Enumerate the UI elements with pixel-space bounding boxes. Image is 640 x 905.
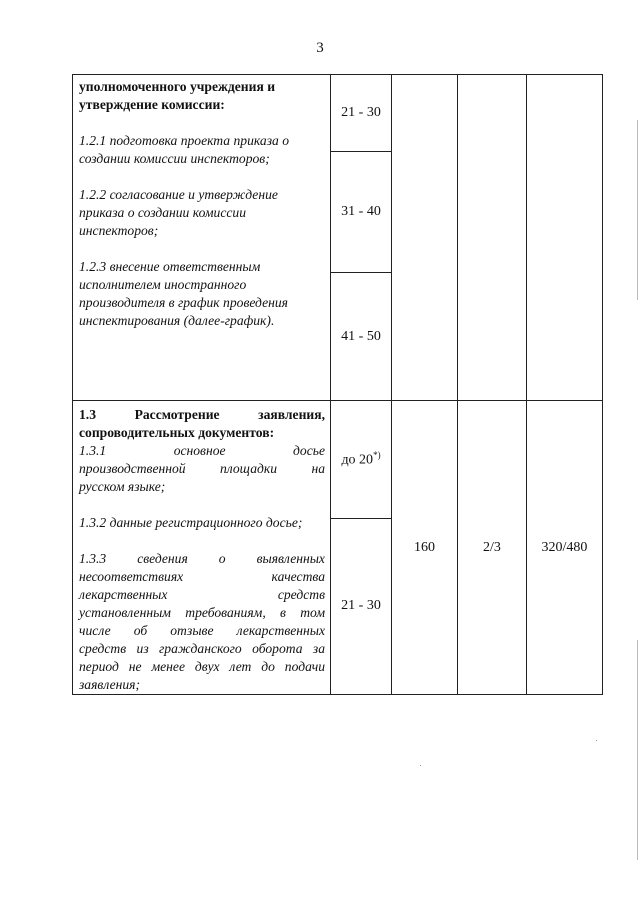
word: на [311,461,325,476]
total-cell: 320/480 [527,401,603,695]
section-1-3-heading-word: Рассмотрение [134,407,220,422]
section-1-3-number: 1.3 [79,407,96,422]
section-1-3-heading-line: сопроводительных документов: [79,425,275,440]
scan-edge-line [637,120,638,300]
term-value: до 20 [341,452,374,468]
empty-cell [392,75,458,401]
item-1-3-3-line: числе об отзыве лекарственных [79,623,325,638]
term-cell: 21 - 30 [331,518,392,694]
section-1-3-heading-word: заявления, [258,407,325,422]
section-1-2-heading-line: уполномоченного учреждения и [79,79,276,94]
section-1-2-description [73,75,331,401]
footnote-mark: *) [373,449,381,460]
term-cell: 31 - 40 [331,152,392,273]
item-1-2-3-line: исполнителем иностранного [79,277,247,292]
item-1-3-3-line: заявления; [79,677,141,692]
item-1-2-1-line: 1.2.1 подготовка проекта приказа о [79,133,289,148]
table-row [73,401,603,519]
item-1-3-3-line: установленным требованиям, в том [79,605,325,620]
word: площадки [219,461,278,476]
section-1-2-heading-line: утверждение комиссии: [79,97,225,112]
word: производственной [79,461,186,476]
item-1-2-2-line: приказа о создании комиссии [79,205,247,220]
item-1-3-1-line [79,460,325,478]
item-1-3-3-line [79,550,325,568]
section-1-3-description [73,401,331,695]
item-1-3-3-line: лекарственных средств [79,587,325,602]
item-1-3-2-line: 1.3.2 данные регистрационного досье; [79,515,303,530]
term-cell [331,401,392,519]
word: основное [173,443,226,458]
item-1-2-2-line: инспекторов; [79,223,159,238]
word: 1.3.1 [79,443,107,458]
table-row [73,75,603,152]
word: сведения [137,551,188,566]
empty-cell [527,75,603,401]
item-1-2-3-line: 1.2.3 внесение ответственным [79,259,261,274]
item-1-2-3-line: производителя в график проведения [79,295,288,310]
section-1-3-heading [79,406,325,424]
item-1-3-3-line: несоответствиях качества [79,569,325,584]
term-cell: 41 - 50 [331,273,392,401]
page-number: 3 [316,40,324,56]
scan-speck [596,740,597,741]
item-1-3-1-line: русском языке; [79,479,166,494]
scan-speck [420,765,421,766]
word: о [218,551,226,566]
scan-edge-line [637,640,638,860]
word: выявленных [256,551,325,566]
item-1-2-1-line: создании комиссии инспекторов; [79,151,270,166]
word: 1.3.3 [79,551,107,566]
word: досье [293,443,325,458]
item-1-2-3-line: инспектирования (далее-график). [79,313,275,328]
item-1-3-3-line: средств из гражданского оборота за [79,641,325,656]
item-1-2-2-line: 1.2.2 согласование и утверждение [79,187,278,202]
hours-cell: 160 [392,401,458,695]
item-1-3-1-line [79,442,325,460]
ratio-cell: 2/3 [458,401,527,695]
item-1-3-3-line: период не менее двух лет до подачи [79,659,325,674]
term-cell: 21 - 30 [331,75,392,152]
schedule-table [72,74,603,695]
empty-cell [458,75,527,401]
